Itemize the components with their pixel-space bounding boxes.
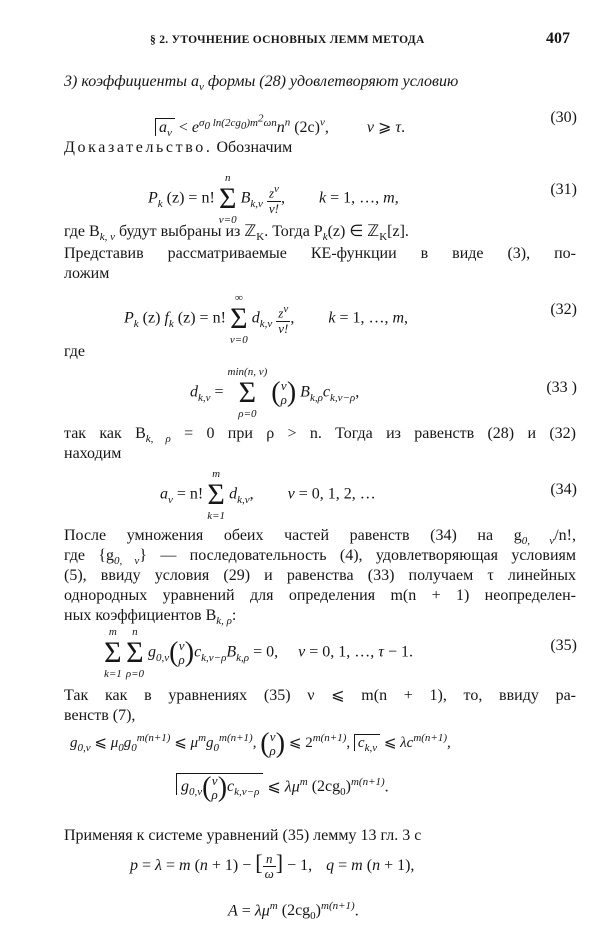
since-equations-line-1: Так как в уравнениях (35) ν ⩽ m(n + 1), то, ввиду ра- [64,687,576,704]
equation-32: $P_k$ (z) $f_k$ (z) = n! ∞ Σ ν=0 $d_{k,\nu}$ $\frac{z^\nu}{\nu!}$ , k = 1, …, m, [124,292,409,346]
since-line-2: находим [64,445,122,462]
represent-paragraph-line-1: Представив рассматриваемые КЕ-функции в виде (3), по- [64,245,576,262]
running-head: § 2. УТОЧНЕНИЕ ОСНОВНЫХ ЛЕММ МЕТОДА [150,34,425,46]
equation-34-number: (34) [550,481,577,498]
inequalities-line: $g_{0,\nu}$ ⩽ $\mu_0g_0^{m(n+1)}$ ⩽ $\mu^mg_0^{m(n+1)}$, (ν ρ) ⩽ $2^{m(n+1)}$, $c_{k,\nu}$ ⩽ $\lambda c^{m(n+1)}$, [70,727,451,759]
equation-35-number: (35) [550,637,577,654]
apply-lemma-line: Применяя к системе уравнений (35) лемму 13 гл. 3 с [64,827,422,844]
equation-35: m Σ k=1 n Σ ρ=0 $g_{0,\nu}(\nu$ $\rho)c_{k,\nu-\rho}B_{k,\rho} = 0$, ν = 0, 1, …, τ − 1. [104,626,414,680]
after-paragraph-line-4: однородных уравнений для определения m(n + 1) неопределен- [64,587,576,604]
since-line-1: так как $B_{k, \rho} = 0$ при ρ > n. Тогда из равенств (28) и (32) [64,425,576,446]
item-3-text: 3) коэффициенты $a_\nu$ формы (28) удовлетворяют условию [64,73,459,94]
parameters-equation: p = λ = m (n + 1) − [ $\frac{n}{\omega}$ ] − 1, q = m (n + 1), [130,850,415,881]
equation-30: $a_\nu < e^{\sigma_0 ln(2cg_0)m^2\omega n}n^n$ $(2c)^\nu$, ν ⩾ τ. [155,108,405,143]
equation-31: $P_k$ (z) = n! n Σ ν=0 $B_{k,\nu}$ $\frac{z^\nu}{\nu!}$ , k = 1, …, m, [148,172,399,226]
page-number: 407 [546,30,570,47]
represent-paragraph-line-2: ложим [64,265,110,282]
coefficients-chosen-line: где $B_{k, \nu}$ будут выбраны из ℤ$_K$. Тогда $P_k(z)$ ∈ ℤ$_K$[z]. [64,223,409,244]
after-paragraph-line-3: (5), ввиду условия (29) и равенства (33) получаем τ линейных [64,567,576,584]
a-equation: $A = \lambda\mu^m$ $(2cg_0)^{m(n+1)}$. [228,900,359,923]
boxed-product-bound: $g_{0,\nu}(\nu$ $\rho)c_{k,\nu-\rho}$ ⩽ $\lambda\mu^m$ $(2cg_0)^{m(n+1)}$. [176,772,389,803]
after-paragraph-line-1: После умножения обеих частей равенств (34) на $g_{0, \nu}/n$!, [64,527,577,548]
equation-30-number: (30) [550,109,577,126]
equation-33: $d_{k,\nu}$ = min(n, ν) Σ ρ=0 (ν ρ) $B_{k,\rho}c_{k,\nu-\rho}$, [190,366,360,420]
proof-line: Доказательство. Обозначим [64,139,293,156]
where-line: где [64,343,86,360]
after-paragraph-line-5: ных коэффициентов $B_{k, \rho}$: [64,607,237,628]
equation-34: $a_\nu = n$! m Σ k=1 $d_{k,\nu}$, ν = 0, 1, 2, … [160,468,376,522]
equation-33-number: (33 ) [546,379,577,396]
equation-32-number: (32) [550,301,577,318]
page-header [0,30,611,54]
since-equations-line-2: венств (7), [64,707,136,724]
after-paragraph-line-2: где $\{g_{0, \nu}\}$ — последовательность (4), удовлетворяющая условиям [64,547,577,568]
equation-31-number: (31) [550,181,577,198]
